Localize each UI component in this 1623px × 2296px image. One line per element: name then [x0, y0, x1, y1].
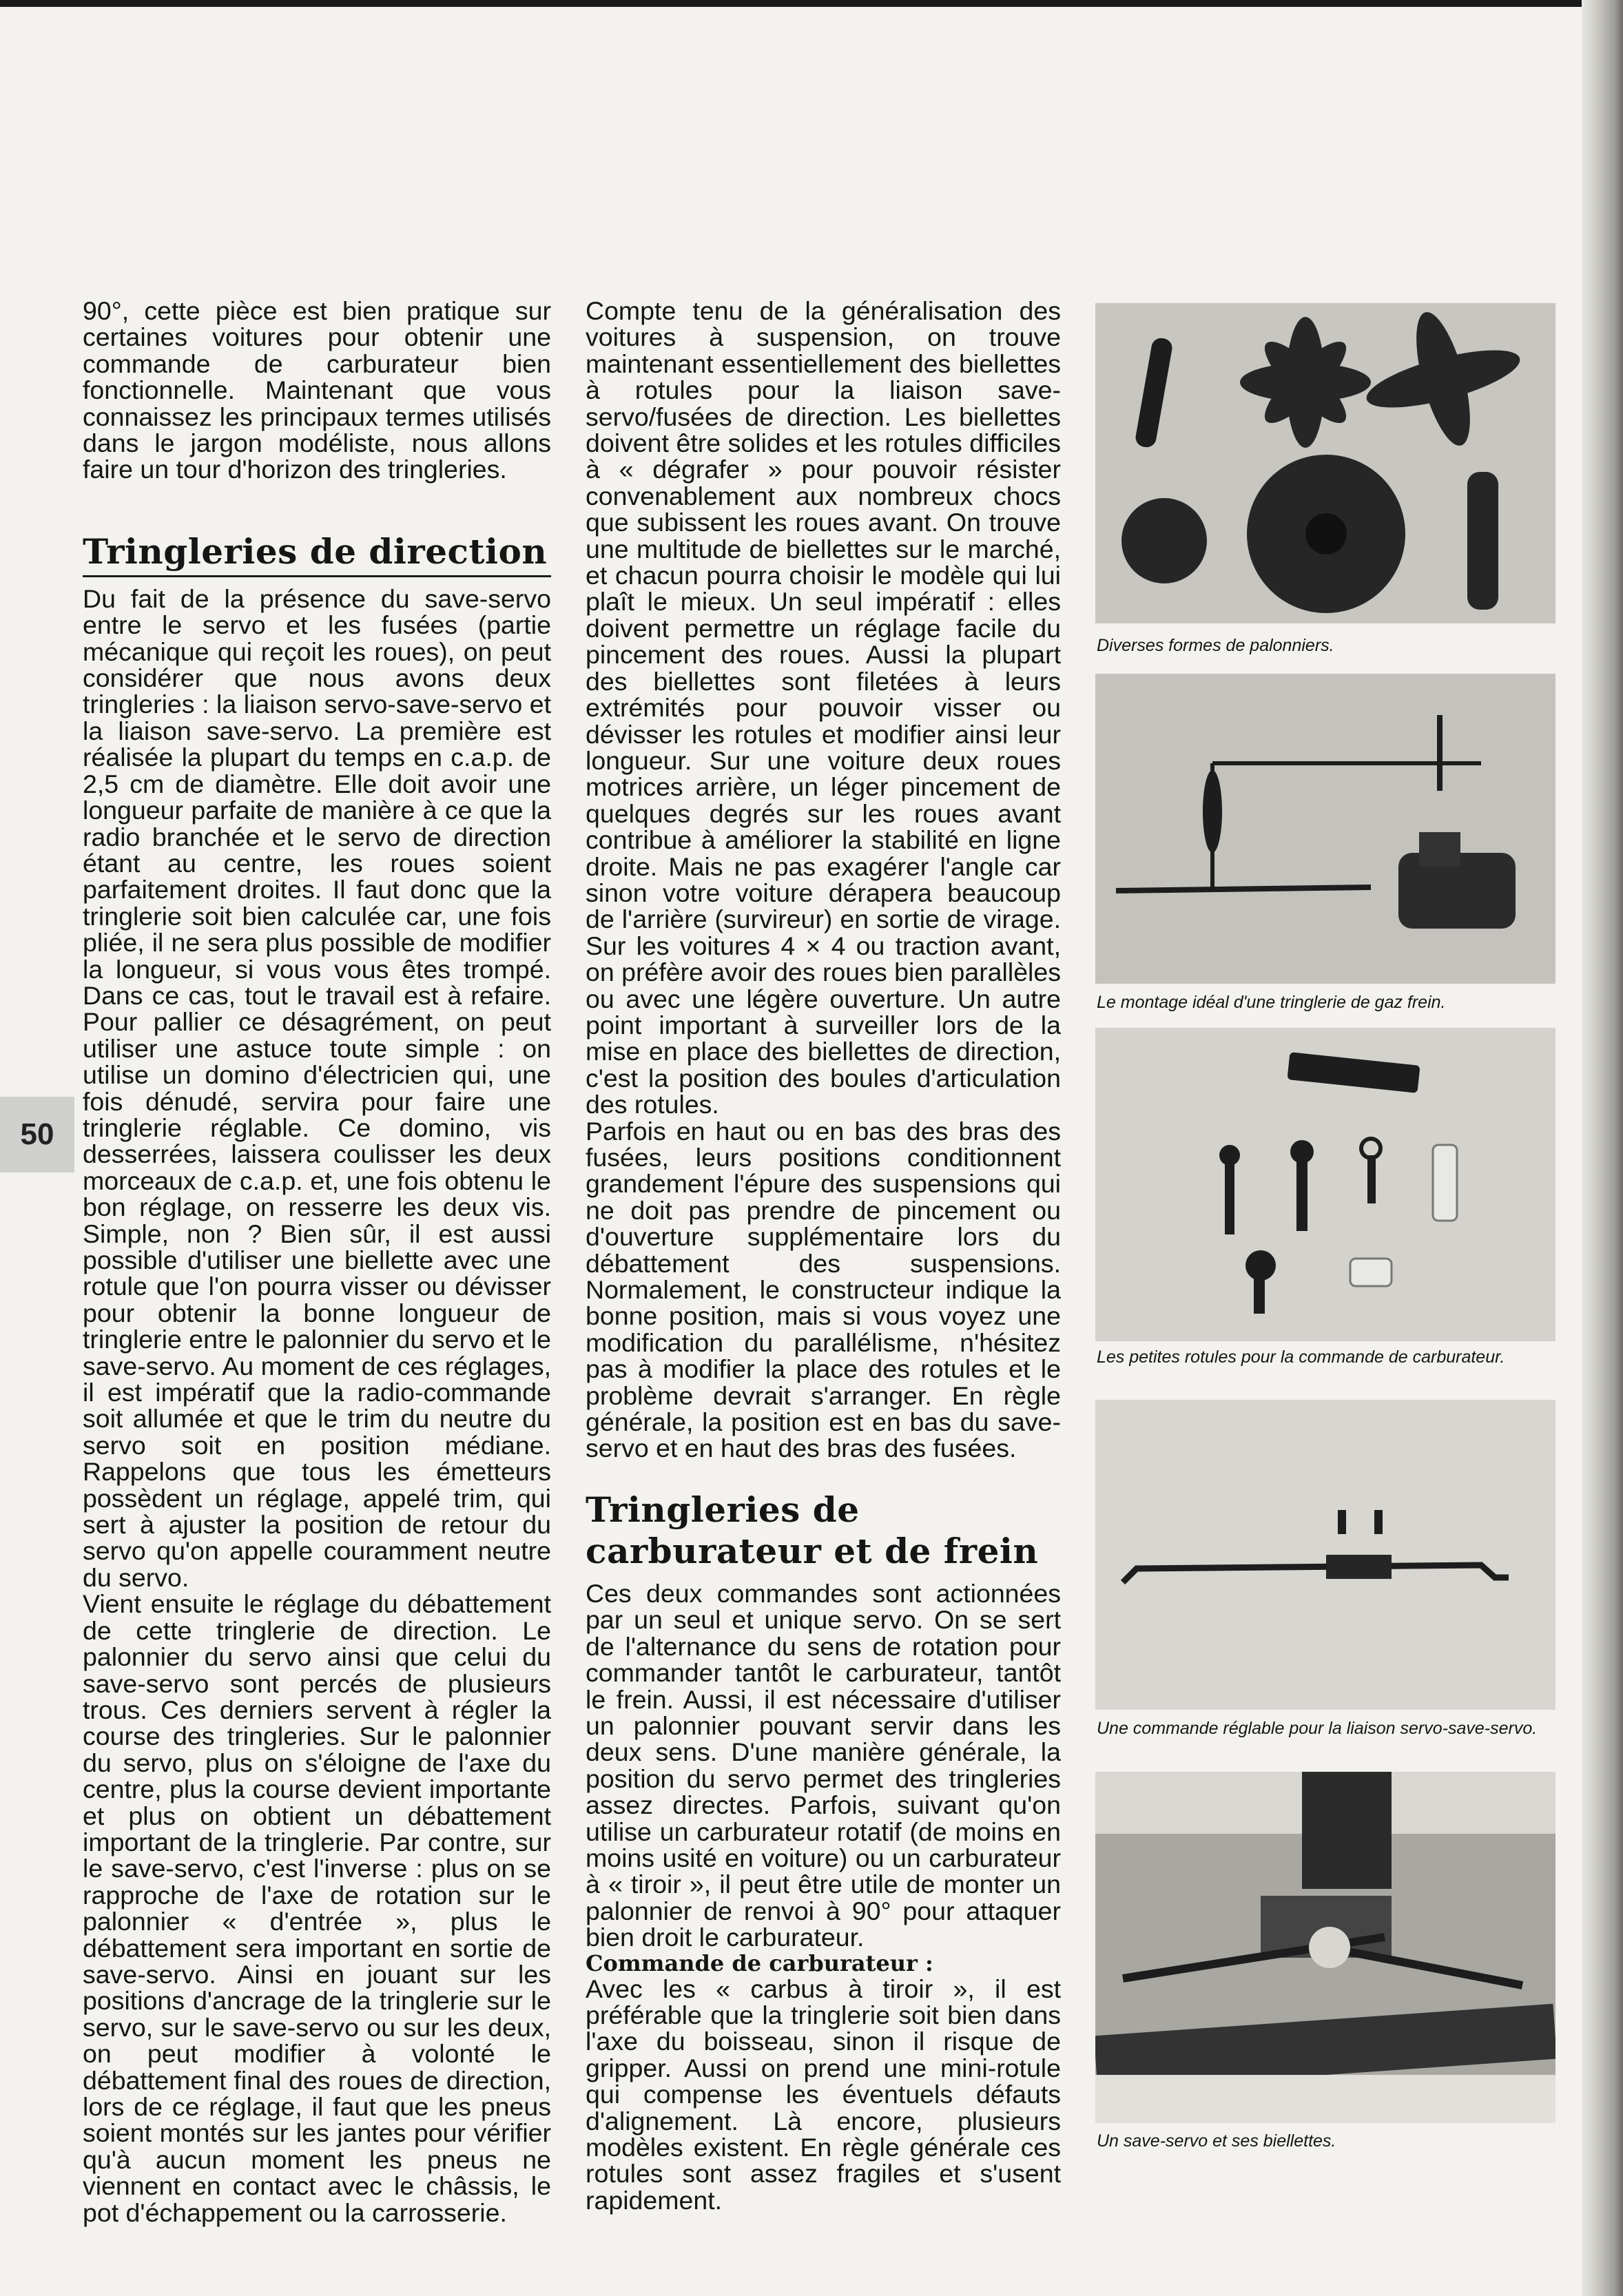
caption: Diverses formes de palonniers. — [1097, 636, 1334, 655]
paragraph: Vient ensuite le réglage du débattement de cette tringlerie de direction. Le palonnier du servo ainsi que celui du save-servo sont percés de plusieurs trous. Ces derniers servent à régler la course des tringleries. Sur le palonnier du servo, plus on s'éloigne de l'axe du centre, plus la course devient importante et plus on obtient un débattement important de la tringlerie. Par contre, sur le save-servo, c'est l'inverse : plus on se rapproche de l'axe de rotation sur le palonnier « d'entrée », plus le débattement sera important en sortie de save-servo. Ainsi en jouant sur les positions d'ancrage de la tringlerie sur le servo, sur le save-servo ou sur les deux, on peut modifier à volonté le débattement final des roues de direction, lors de ce réglage, il faut que les pneus soient montés sur les jantes pour vérifier qu'à aucun moment les pneus ne viennent en contact avec le châssis, le pot d'échappement ou la carrosserie. — [83, 1589, 551, 2227]
photo-tringlerie-gaz-frein — [1095, 674, 1555, 984]
photo-save-servo — [1095, 1772, 1555, 2123]
paragraph: Parfois en haut ou en bas des bras des fusées, leurs positions conditionnent grandement l'épure des suspensions qui ne doit pas prendre de pincement ou d'ouverture supplémentaire lors du débattement des suspensions. Normalement, le constructeur indique la bonne position, mais si vous voyez une modification du parallélisme, n'hésitez pas à modifier la place des rotules et le problème devrait s'arranger. En règle générale, la position est en bas du save-servo et en haut des bras des fusées. — [586, 1116, 1061, 1463]
subheading-commande-carburateur: Commande de carburateur : — [586, 1949, 933, 1976]
column-left — [83, 298, 551, 2226]
caption: Un save-servo et ses biellettes. — [1097, 2131, 1336, 2151]
heading-tringleries-direction: Tringleries de direction — [83, 531, 551, 577]
paragraph: Avec les « carbus à tiroir », il est préférable que la tringlerie soit bien dans l'axe du boisseau, sinon il risque de gripper. Aussi on prend une mini-rotule qui compense les éventuels défauts d'alignement. Là encore, plusieurs modèles existent. En règle générale ces rotules sont assez fragiles et s'usent rapidement. — [586, 1974, 1061, 2215]
photo-commande-reglable — [1095, 1400, 1555, 1710]
intro-paragraph: 90°, cette pièce est bien pratique sur certaines voitures pour obtenir une commande de carburateur bien fonctionnelle. Maintenant que vous connaissez les principaux termes utilisés dans le jargon modéliste, nous allons faire un tour d'horizon des tringleries. — [83, 296, 551, 484]
caption: Le montage idéal d'une tringlerie de gaz frein. — [1097, 993, 1446, 1012]
caption: Une commande réglable pour la liaison servo-save-servo. — [1097, 1719, 1538, 1738]
paragraph: Du fait de la présence du save-servo entre le servo et les fusées (partie mécanique qui reçoit les roues), on peut considérer que nous avons deux tringleries : la liaison servo-save-servo et la liaison save-servo. La première est réalisée la plupart du temps en c.a.p. de 2,5 cm de diamètre. Elle doit avoir une longueur parfaite de manière à ce que la radio branchée et le servo de direction étant au centre, les roues soient parfaitement droites. Il faut donc que la tringlerie soit bien calculée car, une fois pliée, il ne sera plus possible de modifier la longueur, si vous vous êtes trompé. Dans ce cas, tout le travail est à refaire. Pour pallier ce désagrément, on peut utiliser une astuce toute simple : on utilise un domino d'électricien qui, une fois dénudé, servira pour faire une tringlerie réglable. Ce domino, vis desserrées, laissera coulisser les deux morceaux de c.a.p. et, une fois obtenu le bon réglage, on resserre les deux vis. Simple, non ? Bien sûr, il est aussi possible d'utiliser une biellette avec une rotule que l'on pourra visser ou dévisser pour obtenir la bonne longueur de tringlerie entre le palonnier du servo et le save-servo. Au moment de ces réglages, il est impératif que la radio-commande soit allumée et que le trim du neutre du servo soit en position médiane. Rappelons que tous les émetteurs possèdent un réglage, appelé trim, qui sert à ajuster la position de retour du servo qu'on appelle couramment neutre du servo. — [83, 583, 551, 1592]
palonniers-illustration — [1095, 303, 1555, 623]
heading-line: Tringleries de — [586, 1489, 860, 1530]
caption: Les petites rotules pour la commande de carburateur. — [1097, 1347, 1505, 1367]
paragraph: Compte tenu de la généralisation des voitures à suspension, on trouve maintenant essentiellement des biellettes à rotules pour la liaison save-servo/fusées de direction. Les biellettes doivent être solides et les rotules difficiles à « dégrafer » pour pouvoir résister convenablement aux nombreux chocs que subissent les roues avant. On trouve une multitude de biellettes sur le marché, et chacun pourra choisir le modèle qui lui plaît le mieux. Un seul impératif : elles doivent permettre un réglage facile du pincement des roues. Aussi la plupart des biellettes sont filetées à leurs extrémités pour pouvoir visser ou dévisser les rotules et modifier ainsi leur longueur. Sur une voiture deux roues motrices arrière, un léger pincement de quelques degrés sur les roues avant contribue à améliorer la stabilité en ligne droite. Mais ne pas exagérer l'angle car sinon votre voiture dérapera beaucoup de l'arrière (survireur) en sortie de virage. Sur les voitures 4 × 4 ou traction avant, on préfère avoir des roues bien parallèles ou avec une légère ouverture. Un autre point important à surveiller lors de la mise en place des biellettes de direction, c'est la position des boules d'articulation des rotules. — [586, 296, 1061, 1119]
paragraph: Ces deux commandes sont actionnées par un seul et unique servo. On se sert de l'alternance du sens de rotation pour commander tantôt le carburateur, tantôt le frein. Aussi, il est nécessaire d'utiliser un palonnier pouvant servir dans les deux sens. D'une manière générale, la position du servo permet des tringleries assez directes. Parfois, suivant qu'on utilise un carburateur rotatif (de moins en moins usité en voiture) ou un carburateur à « tiroir », il peut être utile de monter un palonnier de renvoi à 90° pour attaquer bien droit le carburateur. — [586, 1578, 1061, 1952]
top-rule — [0, 0, 1584, 7]
heading-line: carburateur et de frein — [586, 1530, 1039, 1571]
photo-petites-rotules — [1095, 1028, 1555, 1341]
rotules-illustration — [1095, 1028, 1555, 1341]
page-binding-shadow — [1582, 0, 1623, 2296]
column-middle — [586, 298, 1061, 2213]
save-servo-illustration — [1095, 1772, 1555, 2123]
tringlerie-gaz-illustration — [1095, 674, 1555, 984]
commande-reglable-illustration — [1095, 1400, 1555, 1710]
photo-palonniers — [1095, 303, 1555, 623]
heading-tringleries-carburateur — [586, 1489, 1061, 1572]
page-number: 50 — [0, 1097, 74, 1172]
